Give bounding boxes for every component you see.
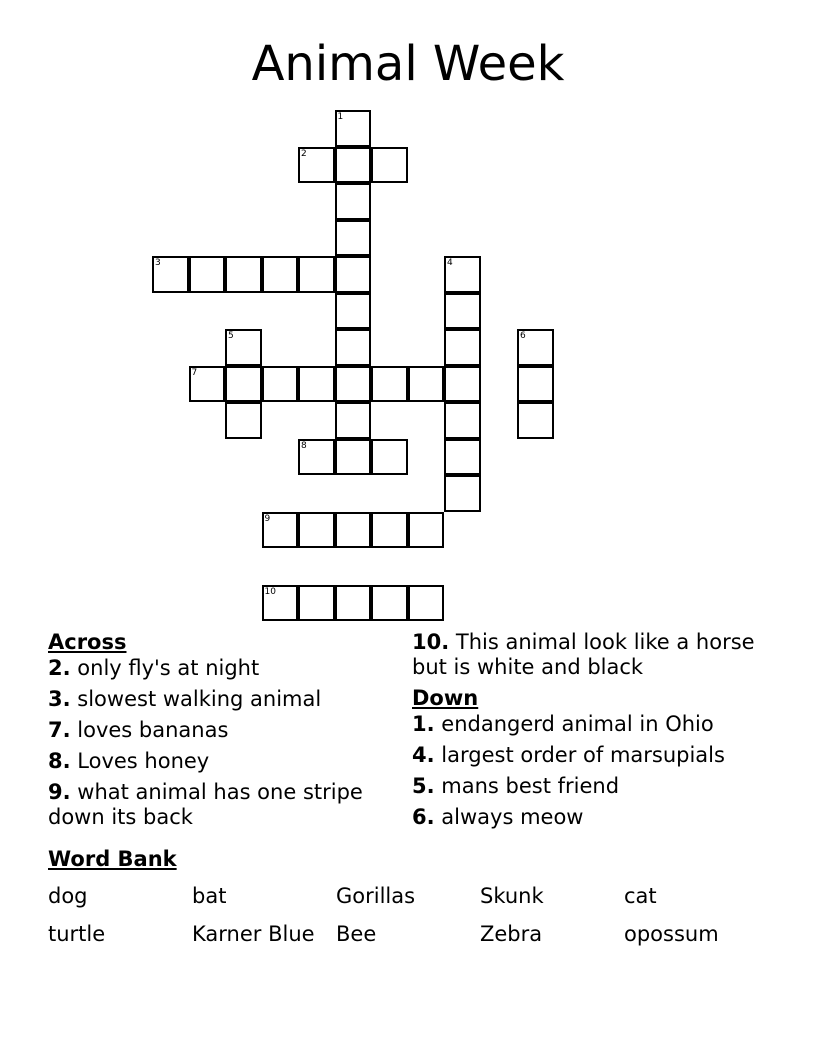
- clue-across-7: [48, 718, 398, 743]
- grid-cell: [262, 512, 299, 549]
- clue-number: 10.: [412, 630, 450, 654]
- grid-cell: [335, 585, 372, 622]
- grid-cell: [335, 366, 372, 403]
- grid-cell: [189, 366, 226, 403]
- grid-cell: [262, 256, 299, 293]
- grid-cell: [335, 183, 372, 220]
- clue-number: 8.: [48, 749, 71, 773]
- clue-across-8: [48, 749, 398, 774]
- word-bank-item: cat: [624, 884, 657, 908]
- clue-across-9: [48, 780, 398, 830]
- word-bank-item: dog: [48, 884, 88, 908]
- grid-cell: [517, 366, 554, 403]
- grid-cell: [335, 512, 372, 549]
- clue-down-6: [412, 805, 772, 830]
- clue-number: 3.: [48, 687, 71, 711]
- grid-cell: [371, 366, 408, 403]
- word-bank-item: turtle: [48, 922, 106, 946]
- down-heading: Down: [412, 686, 479, 710]
- clues-right-column: [412, 630, 772, 836]
- clue-across-2: [48, 656, 398, 681]
- grid-cell: [517, 329, 554, 366]
- word-bank-item: Zebra: [480, 922, 543, 946]
- clue-text: always meow: [441, 805, 584, 829]
- word-bank: [48, 884, 768, 947]
- clue-text: mans best friend: [441, 774, 620, 798]
- grid-cell: [189, 256, 226, 293]
- clue-down-4: [412, 743, 772, 768]
- grid-cell: [298, 585, 335, 622]
- cell-number: 5: [228, 331, 234, 341]
- clue-text: what animal has one stripe down its back: [48, 780, 363, 829]
- grid-cell: [371, 585, 408, 622]
- grid-cell: [444, 293, 481, 330]
- grid-cell: [262, 585, 299, 622]
- clue-number: 2.: [48, 656, 71, 680]
- grid-cell: [335, 329, 372, 366]
- grid-cell: [225, 402, 262, 439]
- grid-cell: [298, 439, 335, 476]
- grid-cell: [298, 147, 335, 184]
- grid-cell: [335, 220, 372, 257]
- grid-cell: [408, 585, 445, 622]
- grid-cell: [408, 366, 445, 403]
- grid-cell: [225, 329, 262, 366]
- grid-cell: [335, 110, 372, 147]
- clue-text: Loves honey: [77, 749, 210, 773]
- grid-cell: [408, 512, 445, 549]
- cell-number: 7: [191, 367, 198, 378]
- grid-cell: [444, 475, 481, 512]
- cell-number: 1: [337, 112, 344, 122]
- cell-number: 10: [264, 586, 276, 597]
- grid-cell: [225, 256, 262, 293]
- grid-cell: [335, 147, 372, 184]
- grid-cell: [444, 439, 481, 476]
- clue-text: endangerd animal in Ohio: [441, 712, 714, 736]
- clues-left-column: [48, 630, 398, 836]
- grid-cell: [262, 366, 299, 403]
- clue-number: 4.: [412, 743, 435, 767]
- cell-number: 8: [301, 440, 307, 451]
- grid-cell: [335, 293, 372, 330]
- clue-across-3: [48, 687, 398, 712]
- clue-text: slowest walking animal: [77, 687, 322, 711]
- grid-cell: [152, 256, 189, 293]
- cell-number: 4: [447, 258, 453, 268]
- grid-cell: [371, 512, 408, 549]
- grid-cell: [444, 402, 481, 439]
- cell-number: 6: [520, 331, 526, 341]
- word-bank-item: Gorillas: [336, 884, 416, 908]
- word-bank-heading: Word Bank: [48, 847, 177, 871]
- clue-number: 9.: [48, 780, 71, 804]
- grid-cell: [298, 512, 335, 549]
- clue-number: 7.: [48, 718, 71, 742]
- grid-cell: [335, 402, 372, 439]
- cell-number: 3: [155, 258, 161, 268]
- clue-text: largest order of marsupials: [441, 743, 725, 767]
- clue-text: only fly's at night: [77, 656, 260, 680]
- cell-number: 2: [301, 148, 307, 159]
- word-bank-item: Skunk: [480, 884, 544, 908]
- grid-cell: [298, 366, 335, 403]
- grid-cell: [444, 366, 481, 403]
- grid-cell: [335, 256, 372, 293]
- grid-cell: [371, 439, 408, 476]
- grid-cell: [298, 256, 335, 293]
- word-bank-item: bat: [192, 884, 227, 908]
- grid-cell: [444, 329, 481, 366]
- word-bank-item: Karner Blue: [192, 922, 315, 946]
- clue-number: 5.: [412, 774, 435, 798]
- grid-cell: [517, 402, 554, 439]
- grid-cell: [371, 147, 408, 184]
- cell-number: 9: [264, 513, 271, 524]
- across-heading: Across: [48, 630, 127, 654]
- page-title: Animal Week: [251, 36, 565, 92]
- word-bank-item: Bee: [336, 922, 377, 946]
- grid-cell: [225, 366, 262, 403]
- grid-cell: [335, 439, 372, 476]
- word-bank-item: opossum: [624, 922, 719, 946]
- clue-text: loves bananas: [77, 718, 229, 742]
- clue-number: 1.: [412, 712, 435, 736]
- clue-number: 6.: [412, 805, 435, 829]
- grid-cell: [444, 256, 481, 293]
- clue-down-5: [412, 774, 772, 799]
- clue-text: This animal look like a horse but is white and black: [412, 630, 755, 679]
- clue-down-1: [412, 712, 772, 737]
- clue-across-10: [412, 630, 772, 680]
